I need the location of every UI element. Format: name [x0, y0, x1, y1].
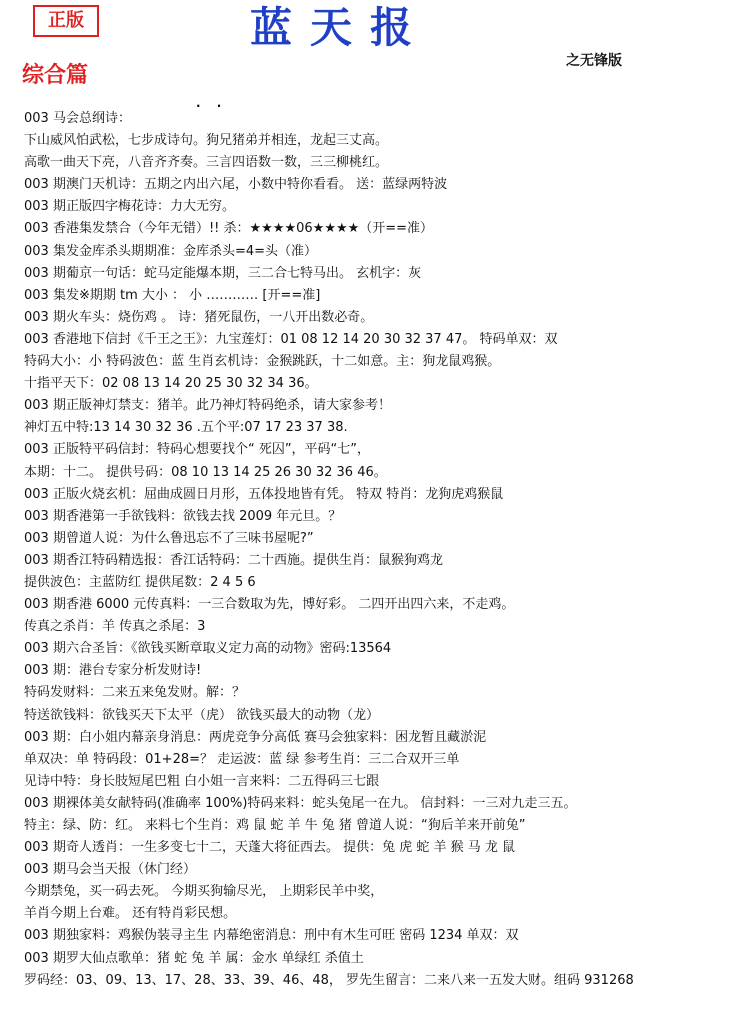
text-line: 特主：绿、防：红。 来料七个生肖：鸡 鼠 蛇 羊 牛 兔 猪 曾道人说：“狗后羊来开前兔” — [24, 818, 526, 833]
edition-label: 之无锋版 — [566, 53, 622, 69]
text-line: 特码大小：小 特码波色：蓝 生肖玄机诗：金猴跳跃，十二如意。主：狗龙鼠鸡猴。 — [24, 354, 501, 370]
text-line: 003 期裸体美女献特码(准确率 100%)特码来料：蛇头兔尾一在九。 信封料：一三对九走三五。 — [24, 795, 577, 811]
text-line: 003 正版火烧玄机：屈曲成圆日月形，五体投地皆有凭。 特双 特肖：龙狗虎鸡猴鼠 — [24, 486, 504, 502]
text-line: 传真之杀肖：羊 传真之杀尾：3 — [24, 619, 206, 635]
text-line: 十指平天下：02 08 13 14 20 25 30 32 34 36。 — [24, 376, 318, 392]
text-line: 高歌一曲天下亮，八音齐齐奏。三言四语数一数，三三柳桃红。 — [24, 155, 389, 171]
text-line: 003 香港地下信封《千王之王》：九宝莲灯：01 08 12 14 20 30 32 37 47。 特码单双：双 — [24, 331, 558, 347]
text-line: 特送欲钱料：欲钱买天下太平（虎） 欲钱买最大的动物（龙） — [24, 707, 380, 723]
text-line: 003 期曾道人说：为什么鲁迅忘不了三味书屋呢?” — [24, 530, 314, 546]
text-line: 本期：十二。 提供号码：08 10 13 14 25 26 30 32 36 46。 — [24, 464, 387, 480]
text-line: 羊肖今期上台难。 还有特肖彩民想。 — [24, 906, 237, 922]
text-line: 003 期香港第一手欲钱料：欲钱去找 2009 年元旦。？ — [24, 508, 342, 524]
text-line: 特码发财料：二来五来兔发财。解：？ — [24, 685, 246, 701]
text-line: 003 期：港台专家分析发财诗! — [24, 663, 202, 679]
decorative-dots: . . — [196, 96, 228, 110]
newspaper-title: 蓝天报 — [250, 3, 431, 52]
text-line: 003 期火车头：烧伤鸡 。 诗：猪死鼠伤，一八开出数必奇。 — [24, 309, 374, 325]
text-line: 单双决：单 特码段：01+28=？ 走运波：蓝 绿 参考生肖：三二合双开三单 — [24, 751, 460, 767]
text-line: 003 期六合圣旨：《欲钱买断章取义定力高的动物》密码:13564 — [24, 641, 392, 657]
text-line: 003 期奇人透肖：一生多变七十二，天蓬大将征西去。 提供：兔 虎 蛇 羊 猴 马 龙 鼠 — [24, 840, 516, 856]
text-line: 003 期葡京一句话：蛇马定能爆本期，三二合七特马出。 玄机字：灰 — [24, 265, 422, 281]
text-line: 003 期正版四字梅花诗：力大无穷。 — [24, 199, 235, 215]
text-line: 003 集发金库杀头期期准：金库杀头=4=头（准） — [24, 243, 318, 259]
article-body — [24, 108, 736, 992]
text-line: 今期禁兔，买一码去死。 今期买狗输尽光， 上期彩民羊中奖， — [24, 884, 384, 900]
text-line: 罗码经：03、09、13、17、28、33、39、46、48， 罗先生留言：二来八来一五发大财。组码 931268 — [24, 972, 634, 988]
text-line: 003 集发※期期 tm 大小 ： 小 ………… [开==准] — [24, 287, 321, 303]
text-line: 003 香港集发禁合（今年无错）!! 杀：★★★★06★★★★（开==准） — [24, 221, 434, 237]
text-line: 003 期：白小姐内幕亲身消息：两虎竞争分高低 赛马会独家料：困龙暂且藏淤泥 — [24, 729, 487, 745]
text-line: 见诗中特：身长肢短尾巴粗 白小姐一言来料：二五得码三七跟 — [24, 773, 380, 789]
section-title: 综合篇 — [22, 62, 89, 88]
text-line: 003 马会总纲诗： — [24, 111, 131, 126]
genuine-edition-badge: 正版 — [33, 5, 99, 37]
text-line: 003 期香港 6000 元传真料：一三合数取为先，博好彩。 二四开出四六来，不走鸡。 — [24, 597, 515, 613]
text-line: 003 期澳门天机诗：五期之内出六尾，小数中特你看看。 送：蓝绿两特波 — [24, 177, 448, 193]
text-line: 神灯五中特:13 14 30 32 36 .五个平:07 17 23 37 38. — [24, 420, 348, 436]
text-line: 003 正版特平码信封：特码心想要找个“ 死囚”，平码“七”， — [24, 442, 371, 458]
text-line: 003 期正版神灯禁支：猪羊。此乃神灯特码绝杀，请大家参考！ — [24, 398, 391, 414]
text-line: 003 期香江特码精选报：香江话特码：二十西施。提供生肖：鼠猴狗鸡龙 — [24, 552, 443, 568]
text-line: 提供波色：主蓝防红 提供尾数：2 4 5 6 — [24, 574, 256, 590]
text-line: 003 期罗大仙点歌单：猪 蛇 兔 羊 属：金水 单绿红 杀值土 — [24, 950, 364, 966]
text-line: 下山威风怕武松，七步成诗句。狗兄猪弟并相连，龙起三丈高。 — [24, 133, 389, 149]
text-line: 003 期独家料：鸡猴伪装寻主生 内幕绝密消息：刑中有木生可旺 密码 1234 单双：双 — [24, 928, 519, 944]
text-line: 003 期马会当天报（休门经） — [24, 862, 196, 878]
